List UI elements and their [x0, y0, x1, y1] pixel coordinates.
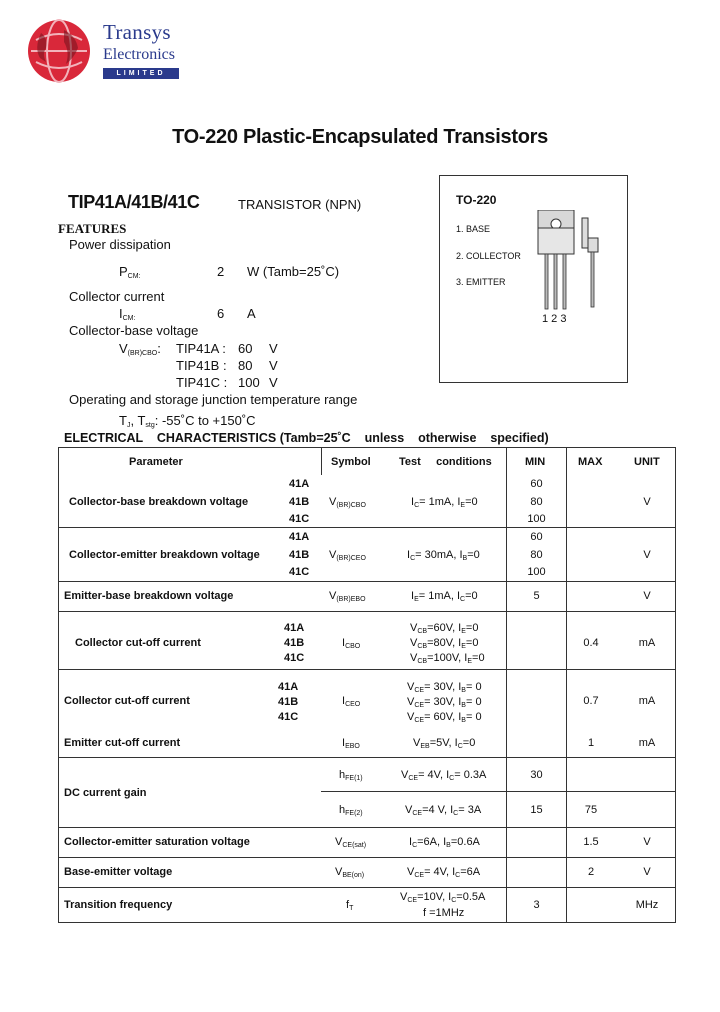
symbol-vcbo [329, 496, 366, 509]
part-type: TRANSISTOR (NPN) [238, 197, 362, 212]
pcm-value: 2 [217, 264, 225, 279]
globe-logo-icon [26, 18, 92, 84]
symbol-text: V [335, 866, 343, 878]
cond-part: =0 [465, 496, 478, 508]
symbol-sub: CBO [345, 643, 361, 650]
company-subtitle: Electronics [103, 46, 175, 63]
symbol-vbe [335, 866, 364, 879]
cond-sub: E [414, 596, 419, 603]
table-row-sep [58, 857, 676, 858]
cond-part: = 30V, I [424, 696, 462, 708]
variant-41c: 41C [289, 566, 310, 578]
max-iebo: 1 [587, 737, 595, 749]
icm-sym-sub: CM: [122, 315, 136, 322]
min-ft: 3 [533, 899, 540, 911]
cond-part: =0 [465, 622, 479, 634]
package-pin-3: 3. EMITTER [456, 277, 506, 287]
cond-part: = 3A [458, 804, 482, 816]
collector-base-voltage-label: Collector-base voltage [69, 323, 199, 338]
symbol-sub: (BR)CBO [336, 502, 366, 509]
icm-sym-text: I [119, 306, 123, 321]
cond-part: =4 V, I [422, 804, 454, 816]
symbol-text: I [342, 695, 346, 707]
symbol-text: I [342, 737, 346, 749]
tstg-sym: T [137, 413, 146, 428]
company-name: Transys [103, 20, 171, 44]
cond-sub: B [462, 555, 468, 562]
symbol-text: h [339, 769, 346, 781]
table-row-sep [58, 757, 676, 758]
cond-sub: CB [417, 643, 428, 650]
symbol-sub: CE(sat) [342, 842, 367, 849]
cond-part: = 0 [465, 696, 482, 708]
cond-part: V [410, 652, 418, 664]
min-vceo-41a: 60 [530, 531, 543, 543]
cond-part: V [407, 866, 415, 878]
cond-vbe [407, 866, 480, 879]
cond-part: =6A [460, 866, 481, 878]
cond-sub: CE [414, 702, 425, 709]
unit-ft: MHz [635, 899, 659, 911]
cond-part: V [407, 696, 415, 708]
table-row-sep [58, 827, 676, 828]
cond-sub: C [414, 502, 420, 509]
table-row-sep [58, 887, 676, 888]
cond-part: I [411, 590, 415, 602]
cond-part: =10V, I [417, 891, 452, 903]
min-vebo: 5 [533, 590, 540, 602]
param-ft: Transition frequency [64, 899, 173, 911]
cond-vcesat [409, 836, 480, 849]
cond-vebo [411, 590, 478, 603]
cond-iceo-41a [407, 681, 482, 694]
symbol-icbo [342, 637, 360, 650]
symbol-sub: (BR)CEO [336, 555, 366, 562]
cond-part: I [411, 496, 415, 508]
cond-part: V [407, 681, 415, 693]
max-icbo: 0.4 [583, 637, 599, 649]
symbol-sub: T [349, 905, 354, 912]
cond-sub: EB [420, 743, 430, 750]
cond-ft-frequency: f =1MHz [423, 907, 465, 919]
cond-sub: CB [417, 658, 428, 665]
symbol-iceo [342, 695, 360, 708]
symbol-text: V [329, 496, 337, 508]
pcm-symbol [119, 264, 141, 280]
package-pin-1: 1. BASE [456, 224, 491, 234]
cond-part: =0 [467, 549, 480, 561]
temperature-range-label: Operating and storage junction temperature range [69, 392, 358, 407]
cond-sub: E [461, 643, 466, 650]
package-pin-numbers: 1 2 3 [542, 313, 567, 325]
features-heading: FEATURES [58, 221, 127, 236]
variant-41a: 41A [289, 531, 310, 543]
cond-part: =0.6A [450, 836, 480, 848]
tj-sub: J [126, 422, 131, 429]
symbol-hfe1 [339, 769, 363, 782]
temp-range-text: : -55˚C to +150˚C [154, 413, 256, 428]
param-vbe: Base-emitter voltage [64, 866, 173, 878]
symbol-text: V [329, 549, 337, 561]
cond-icbo-41a [410, 622, 478, 635]
min-hfe2: 15 [530, 804, 543, 816]
min-hfe1: 30 [530, 769, 543, 781]
tj-sym: T [119, 413, 127, 428]
cond-part: =6A, I [417, 836, 447, 848]
symbol-text: V [329, 590, 337, 602]
package-pin-2: 2. COLLECTOR [456, 251, 521, 261]
table-row-sep [58, 611, 676, 612]
cond-part: =60V, I [427, 622, 462, 634]
vcbo-value-b: 80 [238, 358, 253, 373]
package-title: TO-220 [456, 193, 497, 207]
electrical-characteristics-heading: ELECTRICAL CHARACTERISTICS (Tamb=25˚C unless otherwise specified) [64, 431, 549, 445]
max-iceo: 0.7 [583, 695, 599, 707]
cond-part: = 0 [465, 711, 482, 723]
param-vceo: Collector-emitter breakdown voltage [69, 549, 260, 561]
variant-41c: 41C [289, 513, 310, 525]
variant-41a: 41A [289, 478, 310, 490]
vcbo-value-c: 100 [238, 375, 260, 390]
symbol-vceo [329, 549, 366, 562]
col-header-unit: UNIT [634, 456, 660, 468]
max-vbe: 2 [587, 866, 595, 878]
cond-sub: C [412, 842, 418, 849]
cond-sub: B [461, 687, 466, 694]
cond-sub: C [453, 810, 459, 817]
vcbo-part-c: TIP41C : [176, 375, 228, 390]
col-header-test-conditions: Test conditions [399, 456, 492, 468]
pcm-sym-text: P [119, 264, 128, 279]
col-header-min: MIN [525, 456, 546, 468]
vcbo-part-a: TIP41A : [176, 341, 226, 356]
cond-sub: B [461, 717, 466, 724]
vcbo-unit-b: V [269, 358, 278, 373]
cond-hfe2 [405, 804, 481, 817]
temperature-range-value: $T_J$, $T_{stg}$: -55˚C to +150˚C [119, 413, 256, 429]
unit-icbo: mA [638, 637, 656, 649]
vcbo-symbol: $V_{(BR)CBO}$: [119, 341, 161, 357]
cond-icbo-41b [410, 637, 478, 650]
cond-part: = 0 [465, 681, 482, 693]
symbol-text: V [335, 836, 343, 848]
param-vcbo: Collector-base breakdown voltage [69, 496, 249, 508]
cond-sub: B [446, 842, 451, 849]
unit-iceo: mA [638, 695, 656, 707]
min-vcbo-41b: 80 [530, 496, 543, 508]
icm-unit: A [247, 306, 256, 321]
part-number: TIP41A/41B/41C [68, 192, 200, 212]
vcbo-sym-text: V [119, 341, 128, 356]
unit-vcbo: V [643, 496, 651, 508]
cond-part: V [410, 622, 418, 634]
cond-iceo-41b [407, 696, 482, 709]
cond-hfe1 [401, 769, 486, 782]
cond-part: =5V, I [429, 737, 458, 749]
variant-41b: 41B [289, 496, 310, 508]
cond-sub: CE [414, 872, 425, 879]
variant-41a: 41A [278, 681, 299, 693]
cond-part: V [410, 637, 418, 649]
cond-part: I [409, 836, 413, 848]
variant-41b: 41B [278, 696, 299, 708]
table-row-sep [58, 581, 676, 582]
cond-sub: CE [414, 717, 425, 724]
max-hfe2: 75 [584, 804, 598, 816]
table-border-top [58, 447, 676, 448]
unit-vbe: V [643, 866, 651, 878]
power-dissipation-label: Power dissipation [69, 237, 171, 252]
symbol-text: h [339, 804, 346, 816]
pcm-sym-sub: CM: [127, 273, 141, 280]
cond-part: = 60V, I [424, 711, 462, 723]
cond-sub: C [449, 775, 455, 782]
vcbo-unit-c: V [269, 375, 278, 390]
symbol-sub: FE(1) [345, 775, 363, 782]
symbol-hfe2 [339, 804, 363, 817]
icm-symbol [119, 306, 135, 322]
to220-package-drawing-icon [530, 210, 605, 315]
cond-part: = 30mA, I [415, 549, 463, 561]
cond-sub: CE [408, 775, 419, 782]
table-col-symbol-sep [321, 447, 322, 475]
table-col-max-sep [566, 447, 567, 922]
max-vcesat: 1.5 [583, 836, 599, 848]
cond-part: = 1mA, I [418, 590, 461, 602]
cond-part: = 4V, I [418, 769, 450, 781]
cond-iceo-41c [407, 711, 482, 724]
unit-vcesat: V [643, 836, 651, 848]
table-border-bottom [58, 922, 676, 923]
vcbo-part-b: TIP41B : [176, 358, 227, 373]
variant-41b: 41B [289, 549, 310, 561]
variant-41c: 41C [278, 711, 299, 723]
electrical-characteristics-table [58, 447, 676, 922]
cond-sub: B [461, 702, 466, 709]
col-header-symbol: Symbol [331, 456, 371, 468]
unit-iebo: mA [638, 737, 656, 749]
cond-part: =0.5A [456, 891, 486, 903]
symbol-ft [346, 899, 353, 912]
cond-part: V [407, 711, 415, 723]
collector-current-label: Collector current [69, 289, 165, 304]
table-border-right [675, 447, 676, 922]
cond-part: V [405, 804, 413, 816]
variant-41b: 41B [284, 637, 305, 649]
min-vcbo-41a: 60 [530, 478, 543, 490]
cond-part: V [401, 769, 409, 781]
cond-sub: C [457, 743, 463, 750]
cond-sub: C [451, 897, 457, 904]
cond-sub: C [455, 872, 461, 879]
symbol-sub: FE(2) [345, 810, 363, 817]
cond-part: V [400, 891, 408, 903]
cond-iebo [413, 737, 475, 750]
col-header-max: MAX [578, 456, 603, 468]
param-icbo: Collector cut-off current [75, 637, 201, 649]
symbol-vebo [329, 590, 366, 603]
symbol-iebo [342, 737, 360, 750]
cond-part: =0 [465, 590, 478, 602]
unit-vceo: V [643, 549, 651, 561]
cond-vcbo [411, 496, 478, 509]
param-hfe: DC current gain [64, 787, 147, 799]
cond-part: = 1mA, I [419, 496, 461, 508]
icm-value: 6 [217, 306, 225, 321]
symbol-sub: BE(on) [342, 872, 365, 879]
cond-part: =0 [465, 637, 479, 649]
tstg-sub: stg [145, 422, 155, 429]
company-limited-badge: LIMITED [103, 68, 179, 79]
cond-sub: CE [407, 897, 418, 904]
cond-part: I [407, 549, 411, 561]
cond-part: = 0.3A [454, 769, 487, 781]
symbol-sub: CEO [345, 701, 361, 708]
param-vebo: Emitter-base breakdown voltage [64, 590, 234, 602]
table-row-sep [321, 791, 676, 792]
page-title: TO-220 Plastic-Encapsulated Transistors [172, 126, 548, 148]
cond-sub: CE [412, 810, 423, 817]
symbol-vcesat [335, 836, 366, 849]
cond-part: =80V, I [427, 637, 462, 649]
cond-part: = 4V, I [424, 866, 456, 878]
vcbo-sym-sub: (BR)CBO [127, 350, 158, 357]
symbol-sub: EBO [345, 743, 360, 750]
param-iebo: Emitter cut-off current [64, 737, 181, 749]
min-vcbo-41c: 100 [527, 513, 546, 525]
vcbo-unit-a: V [269, 341, 278, 356]
cond-ft [400, 891, 485, 904]
cond-part: = 30V, I [424, 681, 462, 693]
cond-vceo [407, 549, 480, 562]
table-row-sep [58, 669, 676, 670]
cond-sub: CB [417, 628, 428, 635]
symbol-sub: (BR)EBO [336, 596, 366, 603]
min-vceo-41c: 100 [527, 566, 546, 578]
pcm-unit: W (Tamb=25˚C) [247, 264, 340, 279]
variant-41c: 41C [284, 652, 305, 664]
cond-part: =100V, I [427, 652, 468, 664]
col-header-parameter: Parameter [129, 456, 183, 468]
variant-41a: 41A [284, 622, 305, 634]
table-row-sep [58, 527, 676, 528]
cond-part: V [413, 737, 421, 749]
cond-icbo-41c [410, 652, 485, 665]
symbol-text: f [346, 899, 350, 911]
cond-sub: C [460, 596, 466, 603]
vcbo-value-a: 60 [238, 341, 253, 356]
param-iceo: Collector cut-off current [64, 695, 190, 707]
table-border-left [58, 447, 59, 922]
param-vcesat: Collector-emitter saturation voltage [64, 836, 250, 848]
cond-part: =0 [462, 737, 476, 749]
cond-part: =0 [472, 652, 485, 664]
cond-sub: E [467, 658, 473, 665]
min-vceo-41b: 80 [530, 549, 543, 561]
cond-sub: E [460, 502, 466, 509]
cond-sub: E [461, 628, 466, 635]
unit-vebo: V [643, 590, 651, 602]
cond-sub: CE [414, 687, 425, 694]
symbol-text: I [342, 637, 346, 649]
cond-sub: C [410, 555, 416, 562]
